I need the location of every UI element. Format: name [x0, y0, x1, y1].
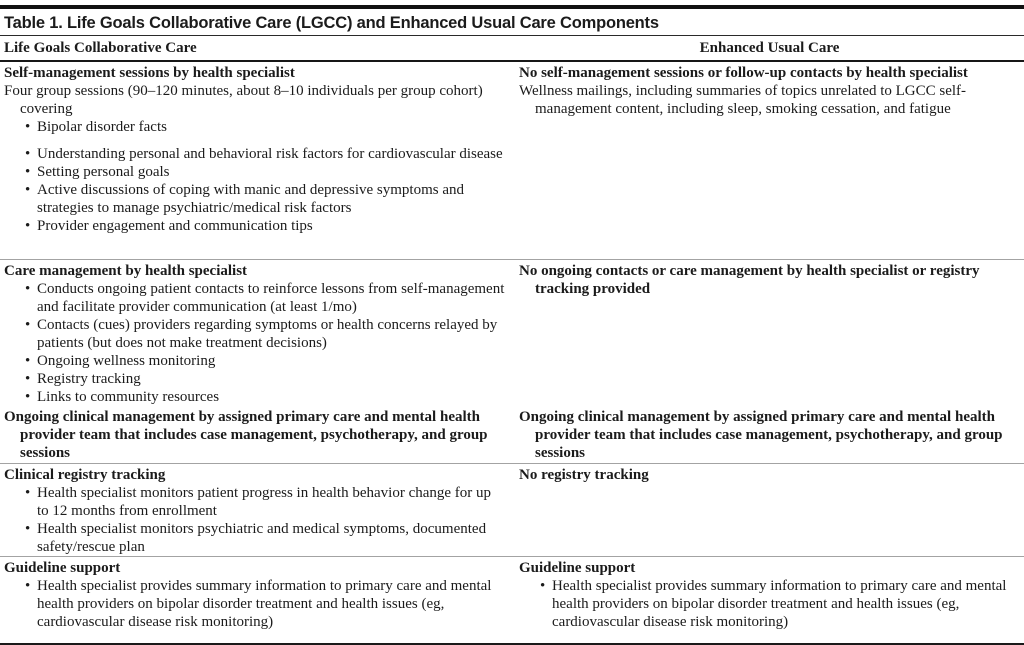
cell-intro: Four group sessions (90–120 minutes, about 8–10 individuals per group cohort) covering — [4, 83, 483, 117]
cell-heading: Guideline support — [519, 560, 636, 576]
bullet-item: • Setting personal goals — [4, 163, 505, 181]
column-header-lgcc: Life Goals Collaborative Care — [4, 40, 197, 56]
bullet-item: • Health specialist provides summary information to primary care and mental health providers on bipolar disorder treatment and health issues (eg, cardiovascular disease risk monitoring) — [519, 577, 1020, 631]
table-row-care-management — [0, 259, 1024, 406]
cell-heading: Ongoing clinical management by assigned primary care and mental health provider team that includes case management, psychotherapy, and group sessions — [519, 409, 1003, 461]
cell-euc-guideline-support — [519, 559, 1020, 631]
cell-euc-registry-tracking — [519, 466, 1020, 484]
bullet-item: • Health specialist provides summary information to primary care and mental health providers on bipolar disorder treatment and health issues (eg, cardiovascular disease risk monitoring) — [4, 577, 505, 631]
cell-heading: No self-management sessions or follow-up contacts by health specialist — [519, 65, 968, 81]
bullet-list — [4, 577, 505, 631]
cell-heading: Ongoing clinical management by assigned primary care and mental health provider team that includes case management, psychotherapy, and group sessions — [4, 409, 488, 461]
cell-heading: Care management by health specialist — [4, 263, 248, 279]
table-title: Table 1. Life Goals Collaborative Care (LGCC) and Enhanced Usual Care Components — [0, 9, 1024, 36]
cell-lgcc-ongoing-clinical-management — [4, 408, 505, 462]
table-row-guideline-support — [0, 556, 1024, 641]
bullet-item: • Understanding personal and behavioral risk factors for cardiovascular disease — [4, 145, 505, 163]
column-header-enhanced-usual-care: Enhanced Usual Care — [699, 40, 840, 56]
bullet-list — [4, 118, 505, 235]
cell-heading: Clinical registry tracking — [4, 467, 166, 483]
cell-intro: Wellness mailings, including summaries of topics unrelated to LGCC self-management content, including sleep, smoking cessation, and fatigue — [519, 83, 967, 117]
table-row-clinical-registry-tracking — [0, 463, 1024, 556]
cell-lgcc-guideline-support — [4, 559, 505, 631]
cell-euc-self-management — [519, 64, 1020, 118]
bullet-item: • Contacts (cues) providers regarding symptoms or health concerns relayed by patients (but does not make treatment decisions) — [4, 316, 505, 352]
cell-heading: No registry tracking — [519, 467, 649, 483]
bullet-item: • Active discussions of coping with manic and depressive symptoms and strategies to manage psychiatric/medical risk factors — [4, 181, 505, 217]
bullet-item: • Health specialist monitors patient progress in health behavior change for up to 12 months from enrollment — [4, 484, 505, 520]
cell-heading: No ongoing contacts or care management by health specialist or registry tracking provided — [519, 263, 980, 297]
cell-heading: Guideline support — [4, 560, 121, 576]
cell-lgcc-registry-tracking — [4, 466, 505, 556]
bullet-item: • Bipolar disorder facts — [4, 118, 505, 136]
bullet-item: • Conducts ongoing patient contacts to reinforce lessons from self-management and facilitate provider communication (at least 1/mo) — [4, 280, 505, 316]
cell-euc-ongoing-clinical-management — [519, 408, 1020, 462]
cell-euc-care-management — [519, 262, 1020, 298]
bullet-item: • Registry tracking — [4, 370, 505, 388]
table-row-self-management — [0, 62, 1024, 259]
column-header-row — [0, 36, 1024, 62]
cell-lgcc-self-management — [4, 64, 505, 235]
bullet-list — [519, 577, 1020, 631]
bullet-list — [4, 484, 505, 556]
bullet-item: • Ongoing wellness monitoring — [4, 352, 505, 370]
cell-heading: Self-management sessions by health specialist — [4, 65, 295, 81]
bullet-item: • Provider engagement and communication tips — [4, 217, 505, 235]
bullet-list — [4, 280, 505, 406]
table-row-ongoing-clinical-management — [0, 406, 1024, 463]
cell-lgcc-care-management — [4, 262, 505, 406]
bullet-item: • Links to community resources — [4, 388, 505, 406]
bullet-item: • Health specialist monitors psychiatric and medical symptoms, documented safety/rescue plan — [4, 520, 505, 556]
